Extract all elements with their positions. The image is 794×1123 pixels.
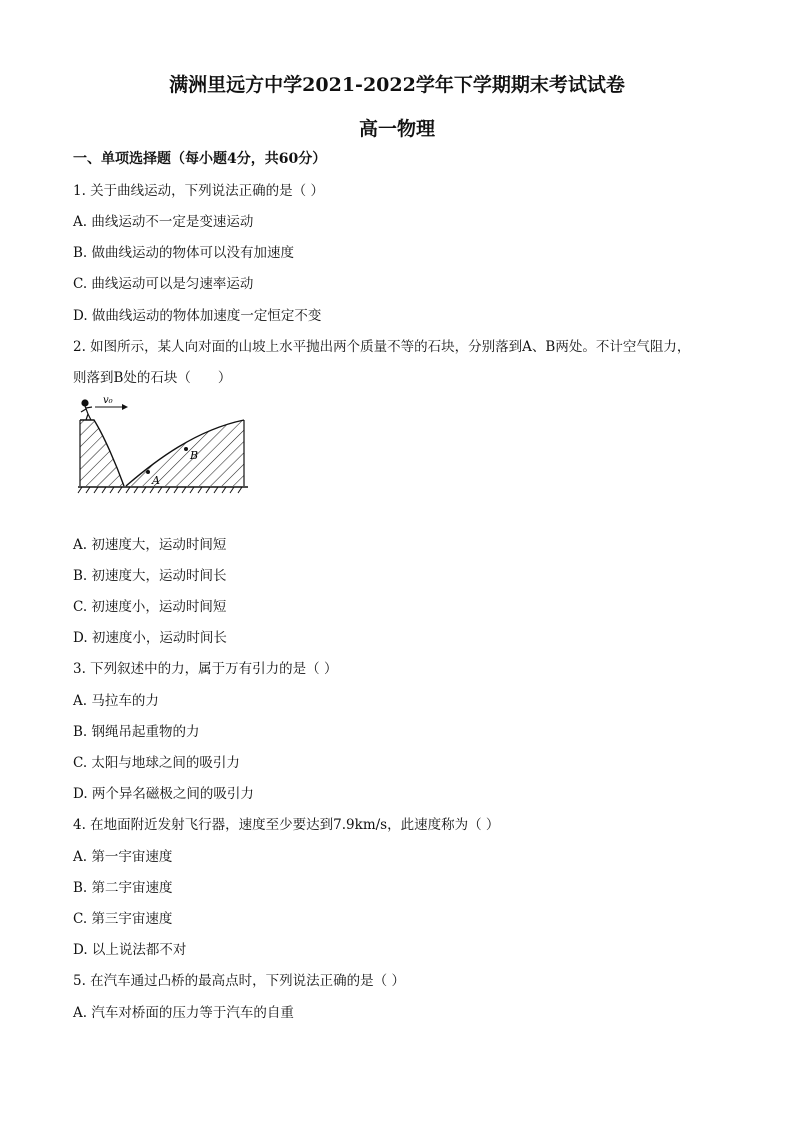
question-2-option-c: C. 初速度小，运动时间短 xyxy=(73,599,227,615)
point-a-label: A xyxy=(152,474,160,487)
point-b-dot xyxy=(184,447,188,451)
section-heading: 一、单项选择题（每小题4分，共60分） xyxy=(73,151,327,167)
question-1-stem: 1. 关于曲线运动，下列说法正确的是（ ） xyxy=(73,183,324,199)
exam-subject: 高一物理 xyxy=(358,118,435,140)
question-4-option-a: A. 第一宇宙速度 xyxy=(73,849,173,865)
question-5-stem: 5. 在汽车通过凸桥的最高点时，下列说法正确的是（ ） xyxy=(73,973,405,989)
question-2-option-d: D. 初速度小，运动时间长 xyxy=(73,630,227,646)
question-2-option-b: B. 初速度大，运动时间长 xyxy=(73,568,227,584)
question-1-option-b: B. 做曲线运动的物体可以没有加速度 xyxy=(73,245,295,261)
question-2-stem-line2: 则落到B处的石块（ ） xyxy=(73,370,232,386)
question-5-option-a: A. 汽车对桥面的压力等于汽车的自重 xyxy=(73,1005,294,1021)
question-3-option-a: A. 马拉车的力 xyxy=(73,693,159,709)
cliff-hatch xyxy=(80,420,124,486)
question-4-option-d: D. 以上说法都不对 xyxy=(73,942,187,958)
question-3-option-b: B. 钢绳吊起重物的力 xyxy=(73,724,200,740)
question-4-option-b: B. 第二宇宙速度 xyxy=(73,880,173,896)
question-1-option-c: C. 曲线运动可以是匀速率运动 xyxy=(73,276,254,292)
point-a-dot xyxy=(146,470,150,474)
point-b-label: B xyxy=(190,449,199,462)
question-2-stem-line1: 2. 如图所示，某人向对面的山坡上水平抛出两个质量不等的石块，分别落到A、B两处。不计空气阻力， xyxy=(73,339,691,355)
question-4-option-c: C. 第三宇宙速度 xyxy=(73,911,173,927)
question-3-option-d: D. 两个异名磁极之间的吸引力 xyxy=(73,786,254,802)
projectile-slope-figure xyxy=(76,394,251,498)
ground-hatch xyxy=(78,487,242,493)
question-2-option-a: A. 初速度大，运动时间短 xyxy=(73,537,227,553)
question-1-option-a: A. 曲线运动不一定是变速运动 xyxy=(73,214,254,230)
slope-hatch xyxy=(126,420,244,486)
thrower-person-icon xyxy=(81,400,92,420)
question-3-option-c: C. 太阳与地球之间的吸引力 xyxy=(73,755,240,771)
exam-title: 满洲里远方中学2021-2022学年下学期期末考试试卷 xyxy=(169,74,625,96)
question-1-option-d: D. 做曲线运动的物体加速度一定恒定不变 xyxy=(73,308,322,324)
question-3-stem: 3. 下列叙述中的力，属于万有引力的是（ ） xyxy=(73,661,338,677)
question-4-stem: 4. 在地面附近发射飞行器，速度至少要达到7.9km/s，此速度称为（ ） xyxy=(73,817,500,833)
v0-label: v₀ xyxy=(103,395,113,406)
arrow-head xyxy=(122,404,128,410)
